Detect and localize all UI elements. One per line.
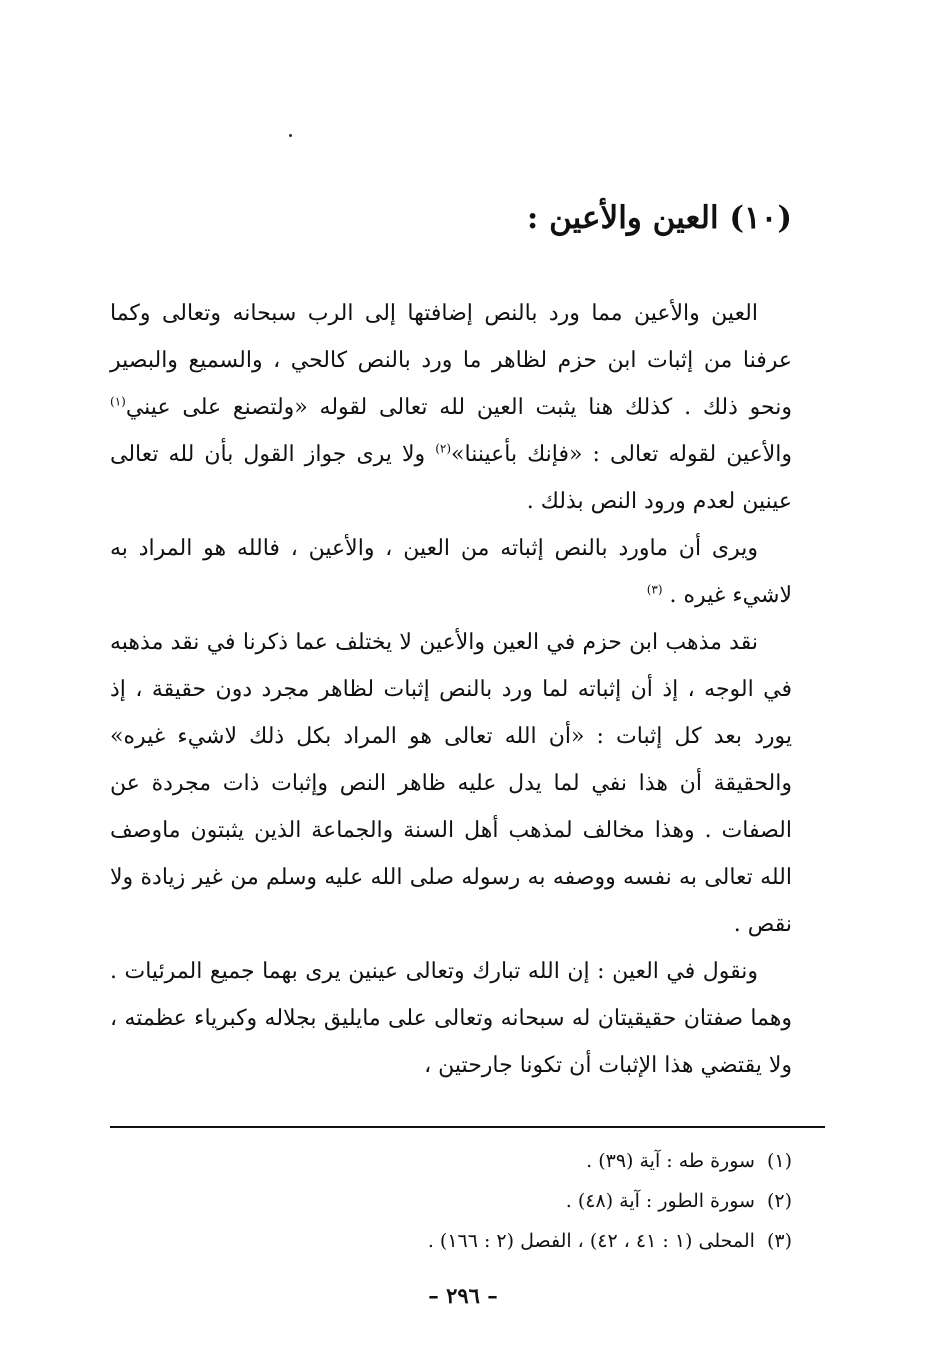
footnote-number: (٢): [766, 1190, 792, 1212]
footnotes: [110, 1141, 792, 1261]
footnote-text: سورة الطور : آية (٤٨) .: [565, 1190, 755, 1212]
footnote-2: [110, 1181, 792, 1221]
footnote-ref-3: (٣): [646, 582, 663, 597]
footnote-text: سورة طه : آية (٣٩) .: [586, 1150, 755, 1172]
main-text: [110, 290, 792, 1089]
footnote-ref-2: (٢): [435, 441, 452, 456]
paragraph-4: ونقول في العين : إن الله تبارك وتعالى عينين يرى بهما جميع المرئيات . وهما صفتان حقيقيتان له سبحانه وتعالى على مايليق بجلاله وكبرياء عظمته ، ولا يقتضي هذا الإثبات أن تكونا جارحتين ،: [110, 959, 792, 1078]
paragraph-1-text-continued: والأعين لقوله تعالى : «فإنك بأعيننا»: [451, 442, 793, 467]
paragraph-1: [110, 290, 792, 525]
page-number: – ٢٩٦ –: [428, 1283, 498, 1308]
paragraph-2-text: ويرى أن ماورد بالنص إثباته من العين ، والأعين ، فالله هو المراد به لاشيء غيره .: [110, 536, 792, 608]
paragraph-1-text: العين والأعين مما ورد بالنص إضافتها إلى الرب سبحانه وتعالى وكما عرفنا من إثبات ابن حزم لظاهر ما ورد بالنص كالحي ، والسميع والبصير ونحو ذلك . كذلك هنا يثبت العين لله تعالى لقوله «ولتصنع على عيني: [110, 301, 792, 420]
footnote-3: [110, 1221, 792, 1261]
footnote-divider: [110, 1126, 825, 1128]
footnote-number: (١): [766, 1150, 792, 1172]
footnote-1: [110, 1141, 792, 1181]
paragraph-3: نقد مذهب ابن حزم في العين والأعين لا يختلف عما ذكرنا في نقد مذهبه في الوجه ، إذ أن إثباته لما ورد بالنص إثبات لظاهر مجرد دون حقيقة ، إذ يورد بعد كل إثبات : «أن الله تعالى هو المراد بكل ذلك لاشيء غيره» والحقيقة أن هذا نفي لما يدل عليه ظاهر النص وإثبات ذات مجردة عن الصفات . وهذا مخالف لمذهب أهل السنة والجماعة الذين يثبتون ماوصف الله تعالى به نفسه ووصفه به رسوله صلى الله عليه وسلم من غير زيادة ولا نقص .: [110, 630, 792, 937]
footnote-number: (٣): [766, 1230, 792, 1252]
section-heading: (١٠) العين والأعين :: [526, 200, 792, 236]
paragraph-1-text-end: ولا يرى جواز القول بأن لله تعالى عينين لعدم ورود النص بذلك .: [110, 442, 792, 514]
footnote-ref-1: (١): [110, 394, 126, 409]
paragraph-2: [110, 525, 792, 619]
footnote-text: المحلى (١ : ٤١ ، ٤٢) ، الفصل (٢ : ١٦٦) .: [427, 1230, 755, 1252]
scan-speck: [289, 134, 292, 137]
